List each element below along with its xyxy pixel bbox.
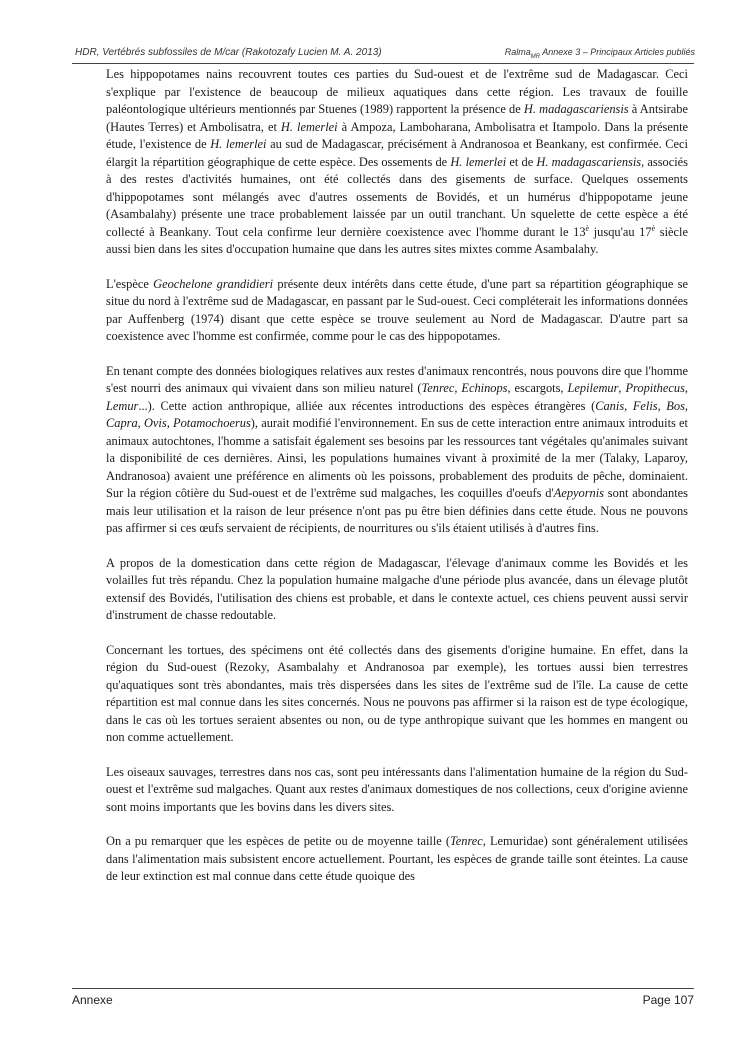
- text-run: et de: [506, 154, 537, 169]
- header-section-sub: MR: [530, 53, 541, 60]
- footer-rule: [72, 988, 694, 989]
- text-run: ...). Cette action anthropique, alliée aux récentes introductions des espèces étrangères (: [138, 398, 596, 413]
- header-section: [505, 47, 695, 60]
- italic-term: H. madagascariensis: [523, 102, 629, 116]
- paragraph-oiseaux: [106, 764, 688, 817]
- text-run: On a pu remarquer que les espèces de petite ou de moyenne taille (: [106, 834, 450, 848]
- italic-term: Lepilemur: [567, 381, 619, 395]
- text-run: à Ampoza, Lamboharana, Ambolisatra et Itampolo. Dans la présente étude, l'existence de: [106, 119, 689, 151]
- italic-term: H. lemerlei: [450, 154, 507, 169]
- header-section-suffix: Annexe 3 – Principaux Articles publiés: [540, 47, 695, 57]
- text-run: Concernant les tortues, des spécimens ont été collectés dans des gisements d'origine humaine. En effet, dans la région du Sud-ouest (Rezoky, Asambalahy et Andranosoa par exemple), les tortues aussi bien terrestres qu'aquatiques sont très abondantes, mais très dispersées dans les sites de l'extrême sud de l'île. La cause de cette répartition est mal connue dans les sites concernés. Nous ne pouvons pas affirmer si la raison est de type écologique, dans le cas où les tortues seraient absentes ou non, ou de type anthropique suivant que les hommes en mangent ou non comme actuellement.: [106, 642, 688, 744]
- paragraph-alimentation: [106, 363, 688, 538]
- page-footer: [72, 993, 694, 1011]
- text-run: Les hippopotames nains recouvrent toutes ces parties du Sud-ouest et de l'extrême sud de Madagascar. Ceci s'explique par l'existence de beaucoup de milieux aquatiques dans cette région. Les travaux de fouille paléontologique ultérieurs mentionnés par Stuenes (1989) rapportent la présence de: [106, 67, 688, 116]
- italic-term: Canis, Felis, Bos, Capra, Ovis, Potamochoerus: [106, 398, 688, 430]
- text-run: , escargots,: [507, 381, 568, 395]
- text-run: associés à des restes d'activités humaines, ont été collectés dans des gisements de surface. Quelques ossements d'hippopotames sont mélangés avec d'autres ossements de Bovidés, et un humérus d'hippopotame jeune (Asambalahy) présente une trace probablement laissée par un outil tranchant. Un squelette de cette espèce a été collecté à Beankany. Tout cela confirme leur dernière coexistence avec l'homme durant le 13: [106, 154, 689, 239]
- paragraph-hippopotames: [106, 66, 688, 259]
- italic-term: Aepyornis: [553, 486, 604, 500]
- text-run: siècle aussi bien dans les sites d'occupation humaine que dans les autres sites mixtes comme Asambalahy.: [106, 224, 688, 256]
- text-run: jusqu'au 17: [589, 224, 652, 239]
- text-run: sont abondantes mais leur utilisation et la raison de leur présence n'ont pas pu être bien définies dans cette étude. Nous ne pouvons pas affirmer si ces œufs servaient de récipients, de nourritures ou s'ils étaient utilisés à d'autres fins.: [106, 486, 689, 535]
- superscript: è: [585, 223, 590, 233]
- text-run: au sud de Madagascar, précisément à Andranosoa et Beankany, est confirmée. Ceci élargit la répartition géographique de cette espèce. Des ossements de: [106, 137, 688, 169]
- text-run: En tenant compte des données biologiques relatives aux restes d'animaux rencontrés, nous pouvons dire que l'homme s'est nourri des animaux qui vivaient dans son milieu naturel (: [106, 363, 688, 395]
- page-number: Page 107: [642, 993, 694, 1007]
- text-run: ,: [684, 381, 688, 395]
- text-run: A propos de la domestication dans cette région de Madagascar, l'élevage d'animaux comme les Bovidés et les volailles fut très répandu. Chez la population humaine malgache d'une période plus avancée, dans un élevage plutôt extensif des Bovidés, l'utilisation des chiens est probable, et dans le contexte actuel, ces chiens peuvent aussi servir d'instrument de chasse redoutable.: [106, 555, 688, 622]
- italic-term: H. lemerlei: [280, 119, 338, 134]
- text-run: Les oiseaux sauvages, terrestres dans nos cas, sont peu intéressants dans l'alimentation humaine de la région du Sud-ouest et l'extrême sud malgaches. Quant aux restes d'animaux domestiques de nos collections, ceux d'origine avienne sont moins importants que les bovins dans les divers sites.: [106, 764, 688, 814]
- italic-term: Propithecus: [625, 381, 685, 395]
- italic-term: Geochelone grandidieri: [153, 276, 274, 291]
- body-text: [106, 66, 688, 886]
- paragraph-geochelone: [106, 276, 688, 346]
- header-section-prefix: Ralma: [504, 47, 531, 57]
- italic-term: Lemur: [106, 398, 139, 413]
- italic-term: H. lemerlei: [210, 137, 267, 151]
- italic-term: Tenrec: [450, 834, 483, 848]
- header-rule: [72, 63, 694, 64]
- text-run: L'espèce: [106, 276, 154, 291]
- header-title: HDR, Vertébrés subfossiles de M/car (Rakotozafy Lucien M. A. 2013): [75, 47, 382, 58]
- footer-section-label: Annexe: [72, 993, 113, 1007]
- paragraph-tortues: [106, 642, 688, 747]
- page-header: [75, 44, 695, 60]
- italic-term: H. madagascariensis,: [536, 154, 645, 169]
- superscript: è: [651, 223, 656, 233]
- text-run: à Antsirabe (Hautes Terres) et Ambolisatra, et: [106, 102, 688, 134]
- text-run: ,: [618, 381, 626, 395]
- text-run: ), aurait modifié l'environnement. En sus de cette interaction entre animaux introduits et animaux autochtones, l'homme a satisfait également ses besoins par les ressources tant végétales qu'animales suivant la disponibilité de ces dernières. Ainsi, les populations humaines vivant à proximité de la mer (Talaky, Laparoy, Andranosoa) avaient une préférence en aliments où les poissons, probablement des produits de pêche, dominaient. Sur la région côtière du Sud-ouest et de l'extrême sud malgaches, les coquilles d'oeufs d': [106, 416, 688, 500]
- text-run: présente deux intérêts dans cette étude, d'une part sa répartition géographique se situe du nord à l'extrême sud de Madagascar, en passant par le Sud-ouest. Ceci compléterait les informations données par Auffenberg (1974) disant que cette espèce se trouve seulement au Nord de Madagascar. D'autre part sa coexistence avec l'homme est confirmée, comme pour le cas des hippopotames.: [106, 276, 688, 343]
- italic-term: Tenrec, Echinops: [421, 381, 508, 395]
- text-run: , Lemuridae) sont généralement utilisées dans l'alimentation mais subsistent encore actuellement. Pourtant, les espèces de grande taille sont éteintes. La cause de leur extinction est mal connue dans cette étude quoique des: [106, 834, 688, 883]
- paragraph-extinction: [106, 833, 688, 886]
- paragraph-domestication: [106, 555, 688, 625]
